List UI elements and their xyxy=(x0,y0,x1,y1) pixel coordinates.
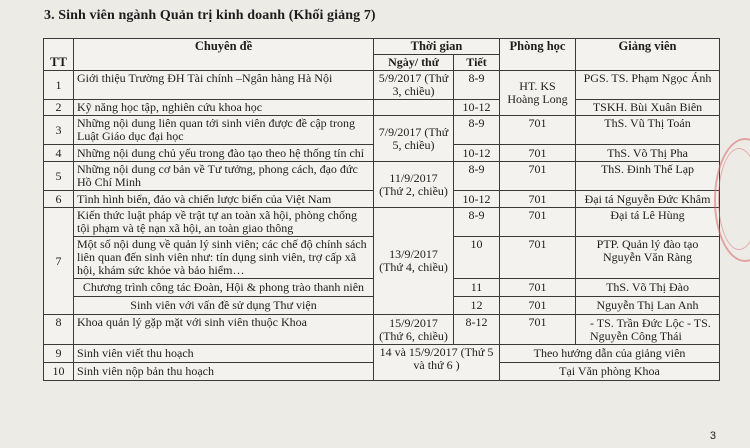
row-room: 701 xyxy=(500,191,576,208)
row-room: 701 xyxy=(500,116,576,145)
col-room-header: Phòng học xyxy=(500,39,576,71)
table-row xyxy=(44,345,720,363)
row-room: 701 xyxy=(500,145,576,162)
row-date: 7/9/2017 (Thứ 5, chiều) xyxy=(374,116,454,162)
row-period: 8-9 xyxy=(454,162,500,191)
row-number: 3 xyxy=(44,116,74,145)
table-row xyxy=(44,162,720,191)
col-time-header: Thời gian xyxy=(374,39,500,55)
row-topic: Khoa quản lý gặp mặt với sinh viên thuộc Khoa xyxy=(74,315,374,345)
table-row xyxy=(44,315,720,345)
row-topic: Sinh viên nộp bản thu hoạch xyxy=(74,363,374,381)
row-topic: Tình hình biển, đảo và chiến lược biển của Việt Nam xyxy=(74,191,374,208)
row-number: 7 xyxy=(44,208,74,315)
row-lecturer: ThS. Vũ Thị Toán xyxy=(576,116,720,145)
row-lecturer: - TS. Trần Đức Lộc - TS. Nguyễn Công Thái xyxy=(576,315,720,345)
table-row xyxy=(44,208,720,237)
row-period: 8-12 xyxy=(454,315,500,345)
row-number: 6 xyxy=(44,191,74,208)
row-date: 13/9/2017 (Thứ 4, chiều) xyxy=(374,208,454,315)
table-row xyxy=(44,116,720,145)
row-lecturer: TSKH. Bùi Xuân Biên xyxy=(576,100,720,116)
row-topic: Những nội dung liên quan tới sinh viên được đề cập trong Luật Giáo dục đại học xyxy=(74,116,374,145)
row-room: 701 xyxy=(500,208,576,237)
row-period: 8-9 xyxy=(454,71,500,100)
row-date: 14 và 15/9/2017 (Thứ 5 và thứ 6 ) xyxy=(374,345,500,381)
row-room: 701 xyxy=(500,237,576,279)
row-room: 701 xyxy=(500,297,576,315)
col-lecturer-header: Giảng viên xyxy=(576,39,720,71)
row-lecturer: PTP. Quản lý đào tạo Nguyễn Văn Ràng xyxy=(576,237,720,279)
row-date: 5/9/2017 (Thứ 3, chiều) xyxy=(374,71,454,100)
row-number: 9 xyxy=(44,345,74,363)
row-period: 8-9 xyxy=(454,116,500,145)
row-number: 2 xyxy=(44,100,74,116)
row-period: 12 xyxy=(454,297,500,315)
row-lecturer: ThS. Võ Thị Pha xyxy=(576,145,720,162)
col-date-header: Ngày/ thứ xyxy=(374,55,454,71)
row-date: 15/9/2017 (Thứ 6, chiều) xyxy=(374,315,454,345)
row-period: 10-12 xyxy=(454,145,500,162)
row-topic: Kiến thức luật pháp về trật tự an toàn xã hội, phòng chống tội phạm và tệ nạn xã hội, an toàn giao thông xyxy=(74,208,374,237)
row-lecturer: Đại tá Lê Hùng xyxy=(576,208,720,237)
row-period: 10-12 xyxy=(454,191,500,208)
col-period-header: Tiết xyxy=(454,55,500,71)
row-date: 11/9/2017 (Thứ 2, chiều) xyxy=(374,162,454,208)
row-number: 4 xyxy=(44,145,74,162)
table-row xyxy=(44,100,720,116)
row-date-empty xyxy=(374,100,454,116)
col-tt-header: TT xyxy=(44,39,74,71)
row-topic: Những nội dung chủ yếu trong đào tạo theo hệ thống tín chỉ xyxy=(74,145,374,162)
row-period: 8-9 xyxy=(454,208,500,237)
row-topic: Một số nội dung về quản lý sinh viên; các chế độ chính sách liên quan đến sinh viên như: tín dụng sinh viên, trợ cấp xã hội, khám sức khỏe và bảo hiểm… xyxy=(74,237,374,279)
row-lecturer: Nguyễn Thị Lan Anh xyxy=(576,297,720,315)
row-room: 701 xyxy=(500,162,576,191)
row-number: 1 xyxy=(44,71,74,100)
row-topic: Giới thiệu Trường ĐH Tài chính –Ngân hàng Hà Nội xyxy=(74,71,374,100)
row-room: 701 xyxy=(500,315,576,345)
row-room: 701 xyxy=(500,279,576,297)
col-topic-header: Chuyên đề xyxy=(74,39,374,71)
table-row xyxy=(44,71,720,100)
row-topic: Chương trình công tác Đoàn, Hội & phong trào thanh niên xyxy=(74,279,374,297)
row-lecturer: Theo hướng dẫn của giảng viên xyxy=(500,345,720,363)
row-lecturer: ThS. Đinh Thế Lạp xyxy=(576,162,720,191)
row-topic: Sinh viên với vấn đề sử dụng Thư viện xyxy=(74,297,374,315)
row-lecturer: ThS. Võ Thị Đào xyxy=(576,279,720,297)
row-lecturer: PGS. TS. Phạm Ngọc Ánh xyxy=(576,71,720,100)
row-topic: Kỹ năng học tập, nghiên cứu khoa học xyxy=(74,100,374,116)
row-number: 8 xyxy=(44,315,74,345)
header-row xyxy=(44,39,720,55)
row-lecturer: Tại Văn phòng Khoa xyxy=(500,363,720,381)
page-number: 3 xyxy=(709,430,716,442)
row-period: 10-12 xyxy=(454,100,500,116)
row-topic: Những nội dung cơ bản về Tư tưởng, phong cách, đạo đức Hồ Chí Minh xyxy=(74,162,374,191)
section-heading: 3. Sinh viên ngành Quản trị kinh doanh (Khối giảng 7) xyxy=(44,8,376,23)
row-room: HT. KS Hoàng Long xyxy=(500,71,576,116)
row-number: 10 xyxy=(44,363,74,381)
row-period: 10 xyxy=(454,237,500,279)
schedule-table xyxy=(43,38,720,381)
row-period: 11 xyxy=(454,279,500,297)
row-lecturer: Đại tá Nguyễn Đức Khâm xyxy=(576,191,720,208)
row-number: 5 xyxy=(44,162,74,191)
row-topic: Sinh viên viết thu hoạch xyxy=(74,345,374,363)
